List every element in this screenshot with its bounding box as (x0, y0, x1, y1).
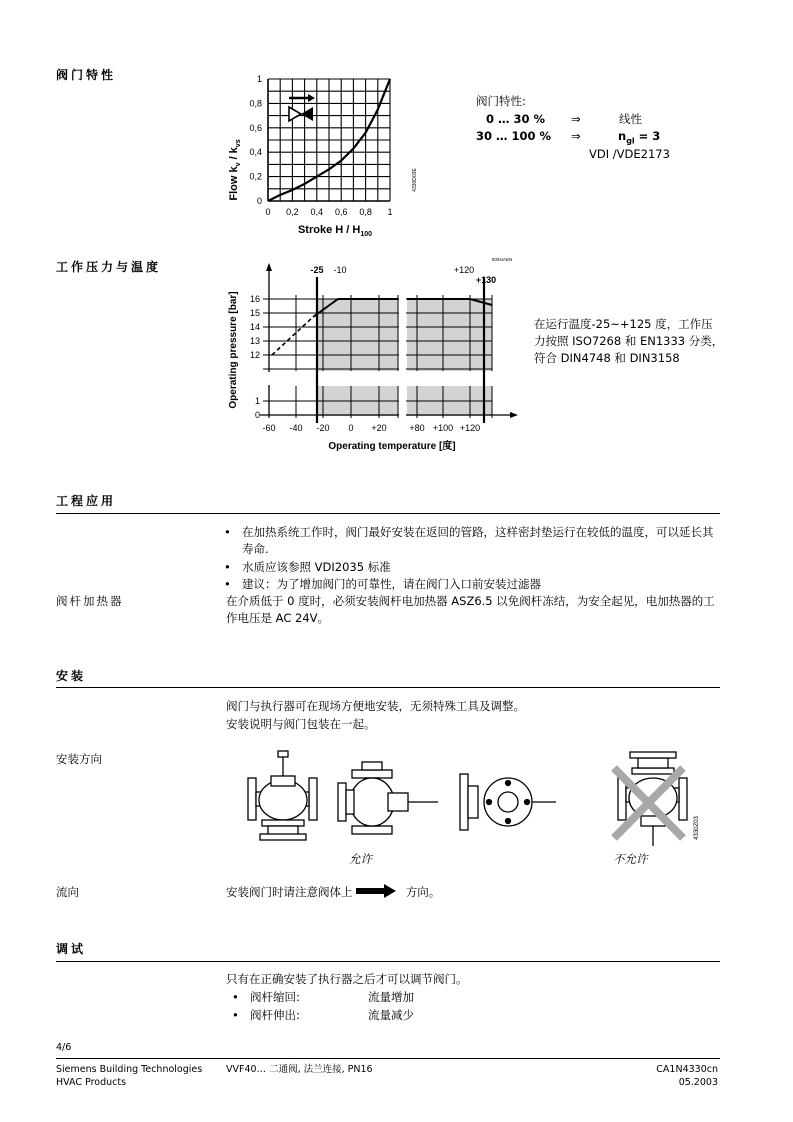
y-tick-label: 0,2 (249, 171, 262, 182)
divider (56, 687, 720, 688)
valve-characteristic-chart (220, 55, 430, 245)
x-tick-label: 0,2 (286, 207, 299, 217)
not-allowed-label: 不允许 (613, 852, 648, 866)
arrow-2: ⇒ (571, 129, 581, 143)
arrow-1: ⇒ (571, 112, 581, 126)
value-linear: 线性 (619, 112, 642, 126)
section-heading-pressure-temperature: 工作压力与温度 (56, 260, 162, 274)
installation-intro-2: 安装说明与阀门包装在一起。 (226, 717, 376, 731)
label-minus10: -10 (333, 265, 347, 275)
y-tick-label: 1 (254, 396, 260, 406)
y-tick-label: 0,4 (249, 147, 262, 158)
engineering-bullet: • 水质应该参照 VDI2035 标准 (242, 559, 720, 576)
commissioning-intro: 只有在正确安装了执行器之后才可以调节阀门。 (226, 972, 468, 986)
image-code: 4330Z03 (694, 816, 700, 840)
standard-ref: VDI /VDE2173 (589, 147, 670, 161)
y-tick-label: 15 (249, 308, 260, 318)
y-tick-label: 0 (254, 410, 260, 420)
y-tick-label: 0,8 (249, 98, 262, 109)
valve-upright-icon (248, 751, 317, 840)
pressure-description: 在运行温度-25~+125 度，工作压力按照 ISO7268 和 EN1333 分类，符合 DIN4748 和 DIN3158 (534, 317, 724, 365)
x-tick-labels (265, 207, 392, 217)
mounting-orientation-label: 安装方向 (56, 752, 102, 766)
footer-doc-number: CA1N4330cn (656, 1064, 718, 1075)
flow-direction-label: 流向 (56, 885, 79, 899)
label-plus120: +120 (453, 265, 475, 275)
y-axis-label: Operating pressure [bar] (228, 291, 239, 409)
commissioning-item-label: • 阀杆缩回: (250, 989, 300, 1006)
characteristic-title: 阀门特性: (476, 94, 526, 108)
page-number: 4/6 (56, 1042, 72, 1053)
y-tick-label: 13 (249, 336, 260, 346)
engineering-bullet: • 在加热系统工作时，阀门最好安装在返回的管路，这样密封垫运行在较低的温度，可以延长其寿命. (242, 524, 720, 558)
commissioning-item-value: 流量增加 (368, 990, 414, 1004)
x-tick-label: +100 (432, 423, 454, 433)
divider (56, 961, 720, 962)
flow-arrow-icon (356, 884, 398, 898)
commissioning-item-label: • 阀杆伸出: (250, 1007, 300, 1024)
footer-divider (56, 1058, 720, 1059)
x-tick-label: 0 (348, 423, 354, 433)
valve-front-view-icon (460, 774, 556, 830)
stem-heater-text: 在介质低于 0 度时，必须安装阀杆电加热器 ASZ6.5 以免阀杆冻结，为安全起见，电加热器的工作电压是 AC 24V。 (226, 594, 715, 625)
x-tick-label: -20 (316, 423, 330, 433)
chart-code: 4330D03E (412, 168, 418, 192)
footer-division: HVAC Products (56, 1077, 127, 1088)
x-tick-label: 0,6 (334, 207, 348, 217)
label-minus25: -25 (310, 265, 324, 275)
installation-intro-1: 阀门与执行器可在现场方便地安装，无须特殊工具及调整。 (226, 699, 525, 713)
footer-date: 05.2003 (678, 1077, 718, 1088)
y-tick-label: 0 (256, 196, 262, 206)
allowed-label: 允许 (349, 852, 372, 866)
y-tick-label: 16 (249, 294, 260, 304)
flow-direction-text: 安装阀门时请注意阀体上 方向。 (226, 885, 441, 899)
value-ngl: $n_{gl} = 3$ (618, 129, 661, 146)
section-heading-installation: 安装 (56, 669, 87, 683)
section-heading-valve-characteristic: 阀门特性 (56, 68, 117, 82)
range-linear: 0 … 30 % (486, 112, 546, 126)
y-tick-label: 1 (256, 74, 262, 84)
y-tick-labels (249, 74, 262, 206)
footer-product: VVF40… 二通阀, 法兰连接, PN16 (226, 1064, 373, 1075)
engineering-bullet: • 建议：为了增加阀门的可靠性，请在阀门入口前安装过滤器 (242, 576, 720, 593)
divider (56, 513, 720, 514)
y-tick-label: 12 (249, 350, 260, 360)
x-axis-label: Operating temperature [度] (328, 441, 456, 452)
y-axis-label: Flow $k_v / k_{vs}$ (228, 139, 242, 201)
section-heading-commissioning: 调试 (56, 942, 87, 956)
x-tick-labels (262, 423, 480, 433)
x-tick-label: 1 (387, 207, 393, 217)
commissioning-item-value: 流量减少 (368, 1008, 414, 1022)
x-tick-label: 0,8 (359, 207, 372, 217)
footer-company: Siemens Building Technologies (56, 1064, 203, 1075)
x-tick-label: -40 (289, 423, 303, 433)
y-tick-labels (250, 294, 260, 420)
range-equal-percentage: 30 … 100 % (476, 129, 552, 143)
section-heading-engineering: 工程应用 (56, 494, 117, 508)
x-tick-label: +120 (459, 423, 481, 433)
x-tick-label: +20 (371, 423, 387, 433)
x-tick-label: 0 (265, 207, 271, 217)
y-tick-label: 14 (249, 322, 260, 332)
mounting-positions-illustration (238, 748, 708, 852)
valve-horizontal-icon (338, 762, 438, 834)
y-tick-label: 0,6 (249, 122, 262, 133)
label-plus130: +130 (475, 275, 497, 285)
stem-heater-label: 阀杆加热器 (56, 594, 124, 608)
x-tick-label: 0,4 (310, 207, 324, 217)
pressure-temperature-chart (220, 255, 525, 460)
chart-code: 0004IAEN (491, 257, 513, 262)
x-tick-label: -60 (262, 423, 276, 433)
chart-grid (268, 79, 390, 201)
x-axis-label: Stroke H / $H_{100}$ (297, 224, 373, 238)
x-tick-label: +80 (409, 423, 425, 433)
